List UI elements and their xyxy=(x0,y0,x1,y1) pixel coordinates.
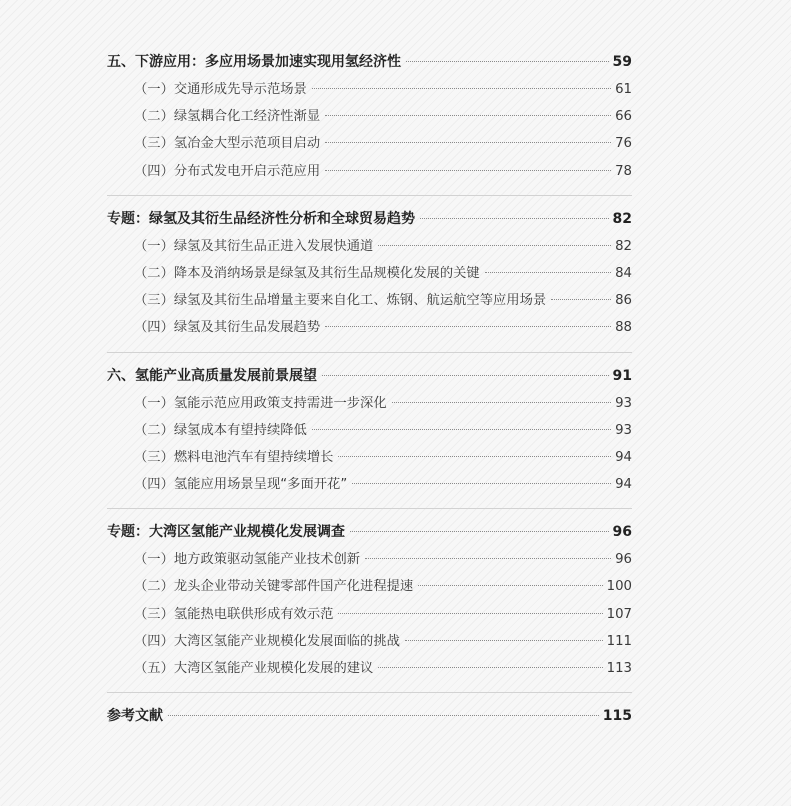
toc-entry[interactable] xyxy=(107,573,632,600)
toc-entry[interactable] xyxy=(107,287,632,314)
page-number: 111 xyxy=(606,633,632,649)
page-number: 78 xyxy=(615,163,632,179)
dot-leader xyxy=(551,299,611,300)
dot-leader xyxy=(405,640,603,641)
toc-entry[interactable] xyxy=(107,390,632,417)
toc-entry[interactable] xyxy=(107,260,632,287)
dot-leader xyxy=(352,483,611,484)
dot-leader xyxy=(338,613,602,614)
dot-leader xyxy=(378,667,602,668)
dot-leader xyxy=(325,115,611,116)
dot-leader xyxy=(406,61,609,62)
entry-title: （一）绿氢及其衍生品正进入发展快通道 xyxy=(134,238,374,254)
section-title: 五、下游应用：多应用场景加速实现用氢经济性 xyxy=(107,54,401,70)
toc-entry[interactable] xyxy=(107,103,632,130)
page-number: 82 xyxy=(612,210,632,227)
page-number: 115 xyxy=(602,708,632,725)
page-number: 84 xyxy=(615,265,632,281)
toc-entry[interactable] xyxy=(107,76,632,103)
entry-title: （三）氢能热电联供形成有效示范 xyxy=(134,606,334,622)
entry-title: （四）氢能应用场景呈现“多面开花” xyxy=(134,477,348,493)
page-number: 66 xyxy=(615,109,632,125)
toc-entry[interactable] xyxy=(107,444,632,471)
section-title: 专题：绿氢及其衍生品经济性分析和全球贸易趋势 xyxy=(107,210,415,227)
page-number: 93 xyxy=(615,395,632,411)
toc-entry[interactable] xyxy=(107,130,632,157)
toc-section-heading[interactable] xyxy=(107,48,632,76)
entry-title: （三）燃料电池汽车有望持续增长 xyxy=(134,449,334,465)
dot-leader xyxy=(168,715,599,716)
entry-title: （一）地方政策驱动氢能产业技术创新 xyxy=(134,552,361,568)
dot-leader xyxy=(312,88,611,89)
dot-leader xyxy=(485,272,611,273)
entry-title: （四）大湾区氢能产业规模化发展面临的挑战 xyxy=(134,633,400,649)
dot-leader xyxy=(378,245,611,246)
toc-entry[interactable] xyxy=(107,233,632,260)
toc-section-heading[interactable] xyxy=(107,518,632,546)
entry-title: （一）交通形成先导示范场景 xyxy=(134,82,307,97)
section-divider xyxy=(107,195,632,196)
dot-leader xyxy=(312,429,611,430)
table-of-contents xyxy=(107,48,632,730)
entry-title: （二）绿氢成本有望持续降低 xyxy=(134,422,307,438)
entry-title: （五）大湾区氢能产业规模化发展的建议 xyxy=(134,661,374,676)
page-number: 94 xyxy=(615,477,632,493)
page-number: 86 xyxy=(615,293,632,309)
entry-title: （一）氢能示范应用政策支持需进一步深化 xyxy=(134,395,387,411)
toc-entry[interactable] xyxy=(107,417,632,444)
page-number: 88 xyxy=(615,320,632,336)
dot-leader xyxy=(350,531,609,532)
dot-leader xyxy=(365,558,611,559)
dot-leader xyxy=(392,402,611,403)
dot-leader xyxy=(418,585,602,586)
page-number: 61 xyxy=(615,82,632,97)
entry-title: （三）绿氢及其衍生品增量主要来自化工、炼钢、航运航空等应用场景 xyxy=(134,293,547,309)
toc-entry[interactable] xyxy=(107,655,632,682)
entry-title: （三）氢冶金大型示范项目启动 xyxy=(134,136,321,152)
page-number: 82 xyxy=(615,238,632,254)
toc-section-heading[interactable] xyxy=(107,205,632,233)
page-number: 113 xyxy=(606,661,632,676)
page-number: 107 xyxy=(606,606,632,622)
toc-entry[interactable] xyxy=(107,601,632,628)
section-title: 专题：大湾区氢能产业规模化发展调查 xyxy=(107,524,345,541)
page-number: 59 xyxy=(612,54,632,70)
dot-leader xyxy=(325,170,611,171)
entry-title: （二）龙头企业带动关键零部件国产化进程提速 xyxy=(134,579,414,595)
section-divider xyxy=(107,352,632,353)
entry-title: （二）绿氢耦合化工经济性渐显 xyxy=(134,109,321,125)
page-number: 91 xyxy=(612,367,632,384)
entry-title: （二）降本及消纳场景是绿氢及其衍生品规模化发展的关键 xyxy=(134,265,480,281)
section-divider xyxy=(107,692,632,693)
toc-entry[interactable] xyxy=(107,314,632,341)
toc-entry[interactable] xyxy=(107,546,632,573)
dot-leader xyxy=(420,218,609,219)
dot-leader xyxy=(322,375,609,376)
page-number: 93 xyxy=(615,422,632,438)
page-number: 100 xyxy=(606,579,632,595)
toc-section-heading[interactable] xyxy=(107,362,632,390)
toc-entry[interactable] xyxy=(107,628,632,655)
page-number: 96 xyxy=(612,524,632,541)
page-number: 94 xyxy=(615,449,632,465)
dot-leader xyxy=(325,326,611,327)
page-number: 96 xyxy=(615,552,632,568)
page-number: 76 xyxy=(615,136,632,152)
toc-section-heading[interactable] xyxy=(107,702,632,730)
dot-leader xyxy=(325,142,611,143)
toc-entry[interactable] xyxy=(107,158,632,185)
entry-title: （四）绿氢及其衍生品发展趋势 xyxy=(134,320,321,336)
toc-entry[interactable] xyxy=(107,471,632,498)
section-title: 参考文献 xyxy=(107,708,163,725)
entry-title: （四）分布式发电开启示范应用 xyxy=(134,163,321,179)
dot-leader xyxy=(338,456,611,457)
section-title: 六、氢能产业高质量发展前景展望 xyxy=(107,367,317,384)
section-divider xyxy=(107,508,632,509)
